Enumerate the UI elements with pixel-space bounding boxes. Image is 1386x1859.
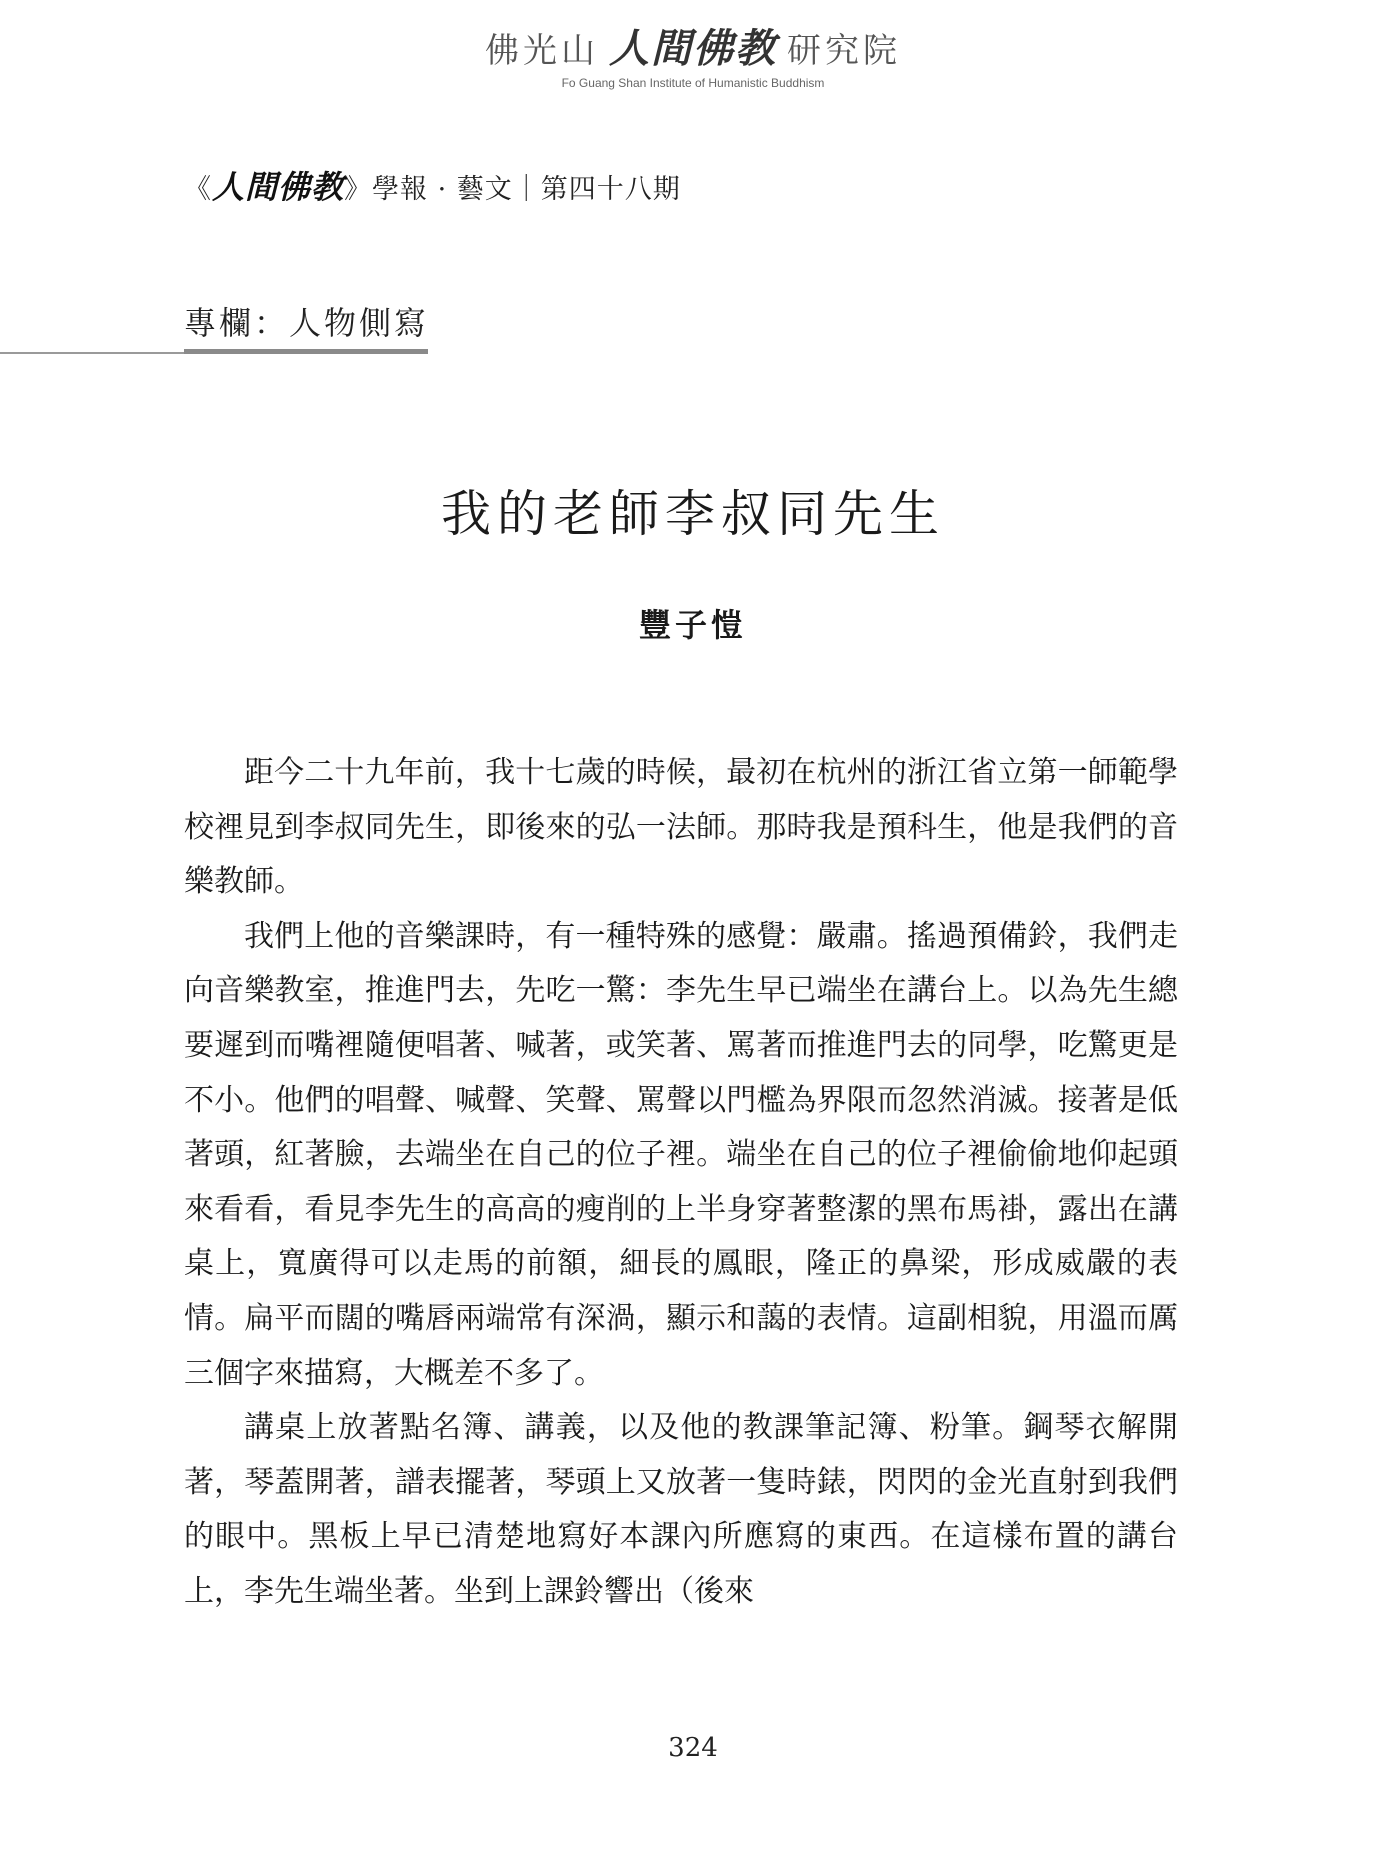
body-paragraph: 講桌上放著點名簿、講義，以及他的教課筆記簿、粉筆。鋼琴衣解開著，琴蓋開著，譜表擺著，琴頭上又放著一隻時錶，閃閃的金光直射到我們的眼中。黑板上早已清楚地寫好本課內所應寫的東西。在這樣布置的講台上，李先生端坐著。坐到上課鈴響出（後來 <box>184 1410 1178 1609</box>
journal-brand: 人間佛教 <box>212 168 345 206</box>
journal-issue: 》學報 · 藝文｜第四十八期 <box>344 174 681 205</box>
column-underline <box>184 349 428 354</box>
institute-header <box>0 26 1386 90</box>
article-body <box>184 746 1178 1620</box>
article-title: 我的老師李叔同先生 <box>441 485 945 543</box>
journal-open-bracket: 《 <box>184 174 212 205</box>
body-paragraph: 距今二十九年前，我十七歲的時候，最初在杭州的浙江省立第一師範學校裡見到李叔同先生，即後來的弘一法師。那時我是預科生，他是我們的音樂教師。 <box>184 755 1178 900</box>
institute-name <box>0 26 1386 74</box>
institute-suffix: 研究院 <box>787 31 901 71</box>
institute-brand-logo: 人間佛教 <box>609 26 777 72</box>
institute-prefix: 佛光山 <box>485 31 599 71</box>
column-label: 專欄：人物側寫 <box>184 304 430 342</box>
page-number: 324 <box>668 1733 718 1763</box>
journal-running-head <box>184 162 681 208</box>
institute-english-name: Fo Guang Shan Institute of Humanistic Buddhism <box>561 76 825 90</box>
article-author: 豐子愷 <box>638 606 747 644</box>
body-paragraph: 我們上他的音樂課時，有一種特殊的感覺：嚴肅。搖過預備鈴，我們走向音樂教室，推進門去，先吃一驚：李先生早已端坐在講台上。以為先生總要遲到而嘴裡隨便唱著、喊著，或笑著、罵著而推進門去的同學，吃驚更是不小。他們的唱聲、喊聲、笑聲、罵聲以門檻為界限而忽然消滅。接著是低著頭，紅著臉，去端坐在自己的位子裡。端坐在自己的位子裡偷偷地仰起頭來看看，看見李先生的高高的瘦削的上半身穿著整潔的黑布馬褂，露出在講桌上，寬廣得可以走馬的前額，細長的鳳眼，隆正的鼻梁，形成威嚴的表情。扁平而闊的嘴唇兩端常有深渦，顯示和藹的表情。這副相貌，用溫而厲三個字來描寫，大概差不多了。 <box>184 918 1178 1391</box>
